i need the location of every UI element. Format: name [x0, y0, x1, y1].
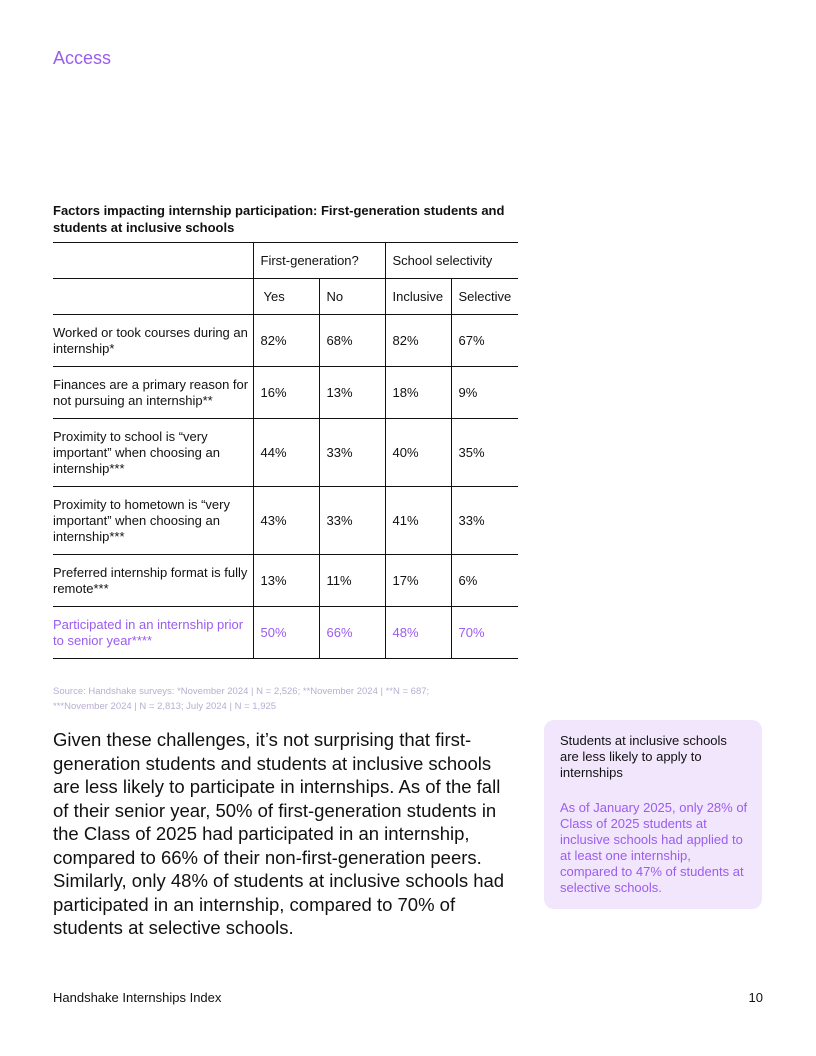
row-label: Participated in an internship prior to senior year**** — [53, 607, 253, 659]
table-row — [53, 487, 518, 555]
section-label: Access — [53, 48, 112, 68]
cell-yes: 16% — [253, 367, 319, 419]
cell-no: 11% — [319, 555, 385, 607]
cell-yes: 13% — [253, 555, 319, 607]
cell-no: 68% — [319, 315, 385, 367]
cell-no: 33% — [319, 487, 385, 555]
cell-selective: 9% — [451, 367, 518, 419]
sub-header-no: No — [319, 279, 385, 315]
cell-yes: 82% — [253, 315, 319, 367]
row-label: Proximity to hometown is “very important” when choosing an internship*** — [53, 487, 253, 555]
table-row-highlighted — [53, 607, 518, 659]
cell-yes: 43% — [253, 487, 319, 555]
group-header-school-selectivity: School selectivity — [385, 243, 518, 279]
callout-title: Students at inclusive schools are less likely to apply to internships — [560, 733, 727, 780]
cell-no: 66% — [319, 607, 385, 659]
sub-header-selective: Selective — [451, 279, 518, 315]
callout-box — [544, 720, 762, 909]
cell-selective: 6% — [451, 555, 518, 607]
cell-yes: 44% — [253, 419, 319, 487]
table-title: Factors impacting internship participation: First-generation students and students at inclusive schools — [53, 203, 505, 235]
callout-body: As of January 2025, only 28% of Class of 2025 students at inclusive schools had applied to at least one internship, compared to 47% of students at selective schools. — [560, 800, 748, 895]
cell-no: 13% — [319, 367, 385, 419]
table-row — [53, 315, 518, 367]
cell-selective: 35% — [451, 419, 518, 487]
sub-header-inclusive: Inclusive — [385, 279, 451, 315]
group-header-first-generation: First-generation? — [253, 243, 385, 279]
cell-inclusive: 82% — [385, 315, 451, 367]
table-row — [53, 367, 518, 419]
source-note: Source: Handshake surveys: *November 2024 | N = 2,526; **November 2024 | **N = 687; ***November 2024 | N = 2,813; July 2024 | N = 1,925 — [53, 686, 430, 712]
cell-selective: 33% — [451, 487, 518, 555]
cell-inclusive: 18% — [385, 367, 451, 419]
row-label: Preferred internship format is fully remote*** — [53, 555, 253, 607]
cell-inclusive: 48% — [385, 607, 451, 659]
sub-header-yes: Yes — [253, 279, 319, 315]
row-label: Worked or took courses during an internship* — [53, 315, 253, 367]
group-header-row — [53, 243, 518, 279]
table-row — [53, 555, 518, 607]
row-label: Proximity to school is “very important” when choosing an internship*** — [53, 419, 253, 487]
table-row — [53, 419, 518, 487]
cell-inclusive: 17% — [385, 555, 451, 607]
cell-selective: 70% — [451, 607, 518, 659]
sub-header-row — [53, 279, 518, 315]
cell-inclusive: 40% — [385, 419, 451, 487]
cell-no: 33% — [319, 419, 385, 487]
factors-table — [53, 242, 518, 659]
footer-title: Handshake Internships Index — [53, 990, 222, 1005]
cell-inclusive: 41% — [385, 487, 451, 555]
cell-selective: 67% — [451, 315, 518, 367]
header-blank-cell — [53, 243, 253, 279]
body-paragraph: Given these challenges, it’s not surprising that first-generation students and students at inclusive schools are less likely to participate in internships. As of the fall of their senior year, 50% of first-generation students in the Class of 2025 had participated in an internship, compared to 66% of their non-first-generation peers. Similarly, only 48% of students at inclusive schools had participated in an internship, compared to 70% of students at selective schools. — [53, 729, 505, 938]
page-number: 10 — [748, 990, 763, 1005]
row-label: Finances are a primary reason for not pursuing an internship** — [53, 367, 253, 419]
header-blank-cell — [53, 279, 253, 315]
cell-yes: 50% — [253, 607, 319, 659]
